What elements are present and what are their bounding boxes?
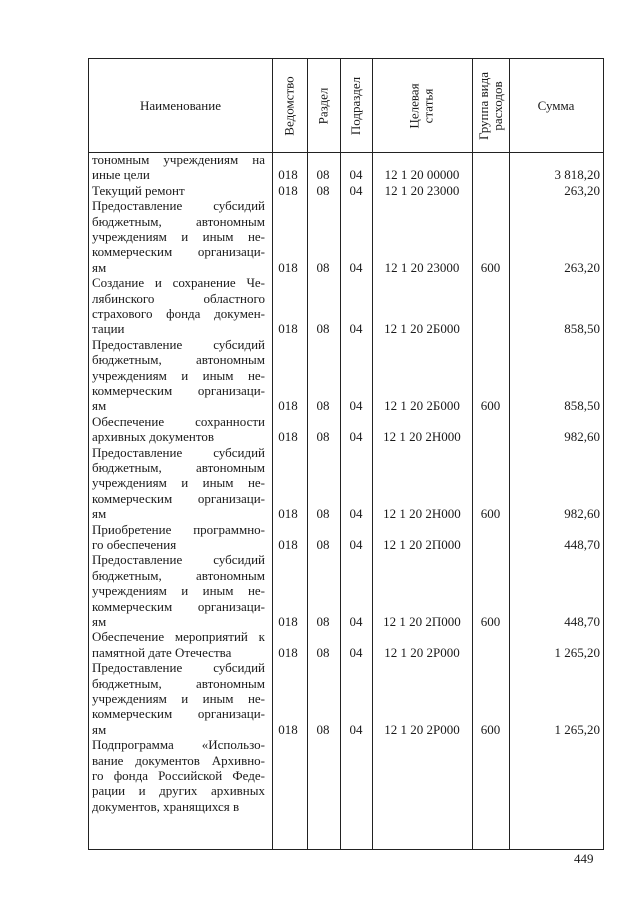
row-name-line: ям [92,259,107,275]
row-summa: 3 818,20 [554,167,600,183]
row-podrazdel: 04 [349,259,363,275]
row-name-line: документов, хранящихся в [92,798,240,814]
row-name-line: Предоставление субсидий [92,444,265,460]
header-name-text: Наименование [140,97,221,113]
row-razdel: 08 [316,321,330,337]
row-name [92,629,265,660]
row-name [92,522,265,553]
row-podrazdel: 04 [349,321,363,337]
table-row [89,629,603,660]
header-podrazdel-text: Подраздел [348,76,364,135]
row-vedomstvo: 018 [278,536,298,552]
row-vedomstvo: 018 [278,429,298,445]
row-name [92,183,265,198]
row-name-line: тации [92,321,125,337]
row-vedomstvo: 018 [278,644,298,660]
header-gruppa-line2: расходов [489,80,505,131]
row-vedomstvo: 018 [278,398,298,414]
table-row [89,552,603,629]
row-name-line: коммерческим организаци- [92,383,265,399]
row-celevaya: 12 1 20 2Б000 [384,321,460,337]
page-number: 449 [574,851,594,866]
row-name-line: Обеспечение мероприятий к [92,629,265,645]
row-podrazdel: 04 [349,506,363,522]
row-gruppa: 600 [480,721,501,737]
table-header [89,59,603,153]
table-row [89,660,603,737]
row-razdel: 08 [316,721,330,737]
row-gruppa: 600 [480,506,501,522]
row-razdel: 08 [316,182,330,198]
row-name-line: Создание и сохранение Че- [92,275,265,291]
row-name-line: учреждениям и иным не- [92,367,265,383]
budget-table [88,58,604,850]
row-gruppa: 600 [480,398,501,414]
row-name-line: страхового фонда докумен- [92,306,265,321]
row-summa: 263,20 [564,259,600,275]
row-razdel: 08 [316,536,330,552]
row-razdel: 08 [316,644,330,660]
row-name-line: архивных документов [92,429,214,445]
header-razdel-text: Раздел [315,87,331,124]
row-name-line: рации и других архивных [92,783,265,799]
row-vedomstvo: 018 [278,613,298,629]
row-name-line: тономным учреждениям на [92,152,265,167]
header-celevaya-line2: статья [420,88,436,123]
header-gruppa-line1: Группа вида [475,71,491,140]
row-razdel: 08 [316,167,330,183]
row-name [92,445,265,522]
row-name-line: учреждениям и иным не- [92,691,265,706]
header-vedomstvo [272,59,307,152]
row-vedomstvo: 018 [278,506,298,522]
row-razdel: 08 [316,613,330,629]
row-name [92,414,265,445]
row-podrazdel: 04 [349,398,363,414]
row-razdel: 08 [316,259,330,275]
header-gruppa-text [477,72,505,140]
row-razdel: 08 [316,398,330,414]
header-celevaya [372,59,472,152]
row-razdel: 08 [316,429,330,445]
row-name-line: коммерческим организаци- [92,490,265,506]
row-podrazdel: 04 [349,167,363,183]
header-vedomstvo-text: Ведомство [281,75,297,136]
row-celevaya: 12 1 20 2П000 [383,613,461,629]
row-name-line: Обеспечение сохранности [92,413,265,429]
row-summa: 448,70 [564,613,600,629]
row-podrazdel: 04 [349,429,363,445]
header-gruppa [472,59,509,152]
row-summa: 982,60 [564,429,600,445]
row-summa: 858,50 [564,398,600,414]
header-summa-text: Сумма [537,97,575,113]
row-name-line: бюджетным, автономным [92,352,265,368]
row-name [92,660,265,737]
header-razdel [307,59,340,152]
row-name-line: Предоставление субсидий [92,336,265,352]
row-name-line: бюджетным, автономным [92,567,265,583]
row-summa: 858,50 [564,321,600,337]
row-name-line: лябинского областного [92,290,265,306]
table-row [89,183,603,198]
row-celevaya: 12 1 20 2Р000 [384,721,460,737]
row-name-line: Предоставление субсидий [92,660,265,676]
row-gruppa: 600 [480,259,501,275]
row-name-line: коммерческим организаци- [92,706,265,722]
table-row [89,445,603,522]
row-summa: 1 265,20 [554,721,600,737]
row-celevaya: 12 1 20 2Б000 [384,398,460,414]
row-name-line: Предоставление субсидий [92,552,265,568]
table-row [89,337,603,414]
row-vedomstvo: 018 [278,259,298,275]
table-row [89,198,603,275]
row-name-line: учреждениям и иным не- [92,475,265,491]
row-name-line: Приобретение программно- [92,521,265,537]
row-name-line: ям [92,398,107,414]
row-name [92,275,265,337]
row-name-line: ям [92,506,107,522]
row-name-line: учреждениям и иным не- [92,583,265,599]
header-podrazdel [340,59,372,152]
row-podrazdel: 04 [349,182,363,198]
table-row [89,522,603,553]
row-celevaya: 12 1 20 2П000 [383,536,461,552]
row-name-line: го обеспечения [92,537,177,552]
row-razdel: 08 [316,506,330,522]
row-vedomstvo: 018 [278,182,298,198]
row-name-line: учреждениям и иным не- [92,229,265,244]
row-name-line: Предоставление субсидий [92,198,265,214]
row-celevaya: 12 1 20 23000 [384,182,460,198]
header-celevaya-text [408,83,436,128]
row-gruppa: 600 [480,613,501,629]
row-summa: 982,60 [564,506,600,522]
row-summa: 448,70 [564,536,600,552]
row-name-line: иные цели [92,167,150,183]
row-name-line: коммерческим организаци- [92,244,265,260]
row-celevaya: 12 1 20 00000 [384,167,460,183]
row-name-line: ям [92,721,107,737]
row-name [92,152,265,183]
row-name [92,737,265,814]
row-podrazdel: 04 [349,613,363,629]
row-name [92,198,265,275]
table-row [89,737,603,814]
row-summa: 263,20 [564,182,600,198]
row-name [92,337,265,414]
row-celevaya: 12 1 20 2Р000 [384,644,460,660]
row-vedomstvo: 018 [278,321,298,337]
row-name [92,552,265,629]
row-name-line: вание документов Архивно- [92,752,265,768]
row-name-line: го фонда Российской Феде- [92,768,265,783]
row-podrazdel: 04 [349,721,363,737]
row-celevaya: 12 1 20 2Н000 [383,506,461,522]
row-celevaya: 12 1 20 2Н000 [383,429,461,445]
row-name-line: бюджетным, автономным [92,460,265,475]
row-vedomstvo: 018 [278,721,298,737]
row-podrazdel: 04 [349,644,363,660]
row-name-line: ям [92,614,107,630]
table-row [89,152,603,183]
row-name-line: Текущий ремонт [92,182,185,198]
table-row [89,275,603,337]
header-name [89,59,272,152]
table-row [89,414,603,445]
row-name-line: бюджетным, автономным [92,213,265,229]
row-vedomstvo: 018 [278,167,298,183]
header-celevaya-line1: Целевая [406,82,422,129]
row-name-line: памятной дате Отечества [92,644,232,660]
row-summa: 1 265,20 [554,644,600,660]
row-celevaya: 12 1 20 23000 [384,259,460,275]
row-name-line: коммерческим организаци- [92,598,265,614]
header-summa [509,59,603,152]
row-podrazdel: 04 [349,536,363,552]
row-name-line: Подпрограмма «Использо- [92,737,265,753]
row-name-line: бюджетным, автономным [92,675,265,691]
